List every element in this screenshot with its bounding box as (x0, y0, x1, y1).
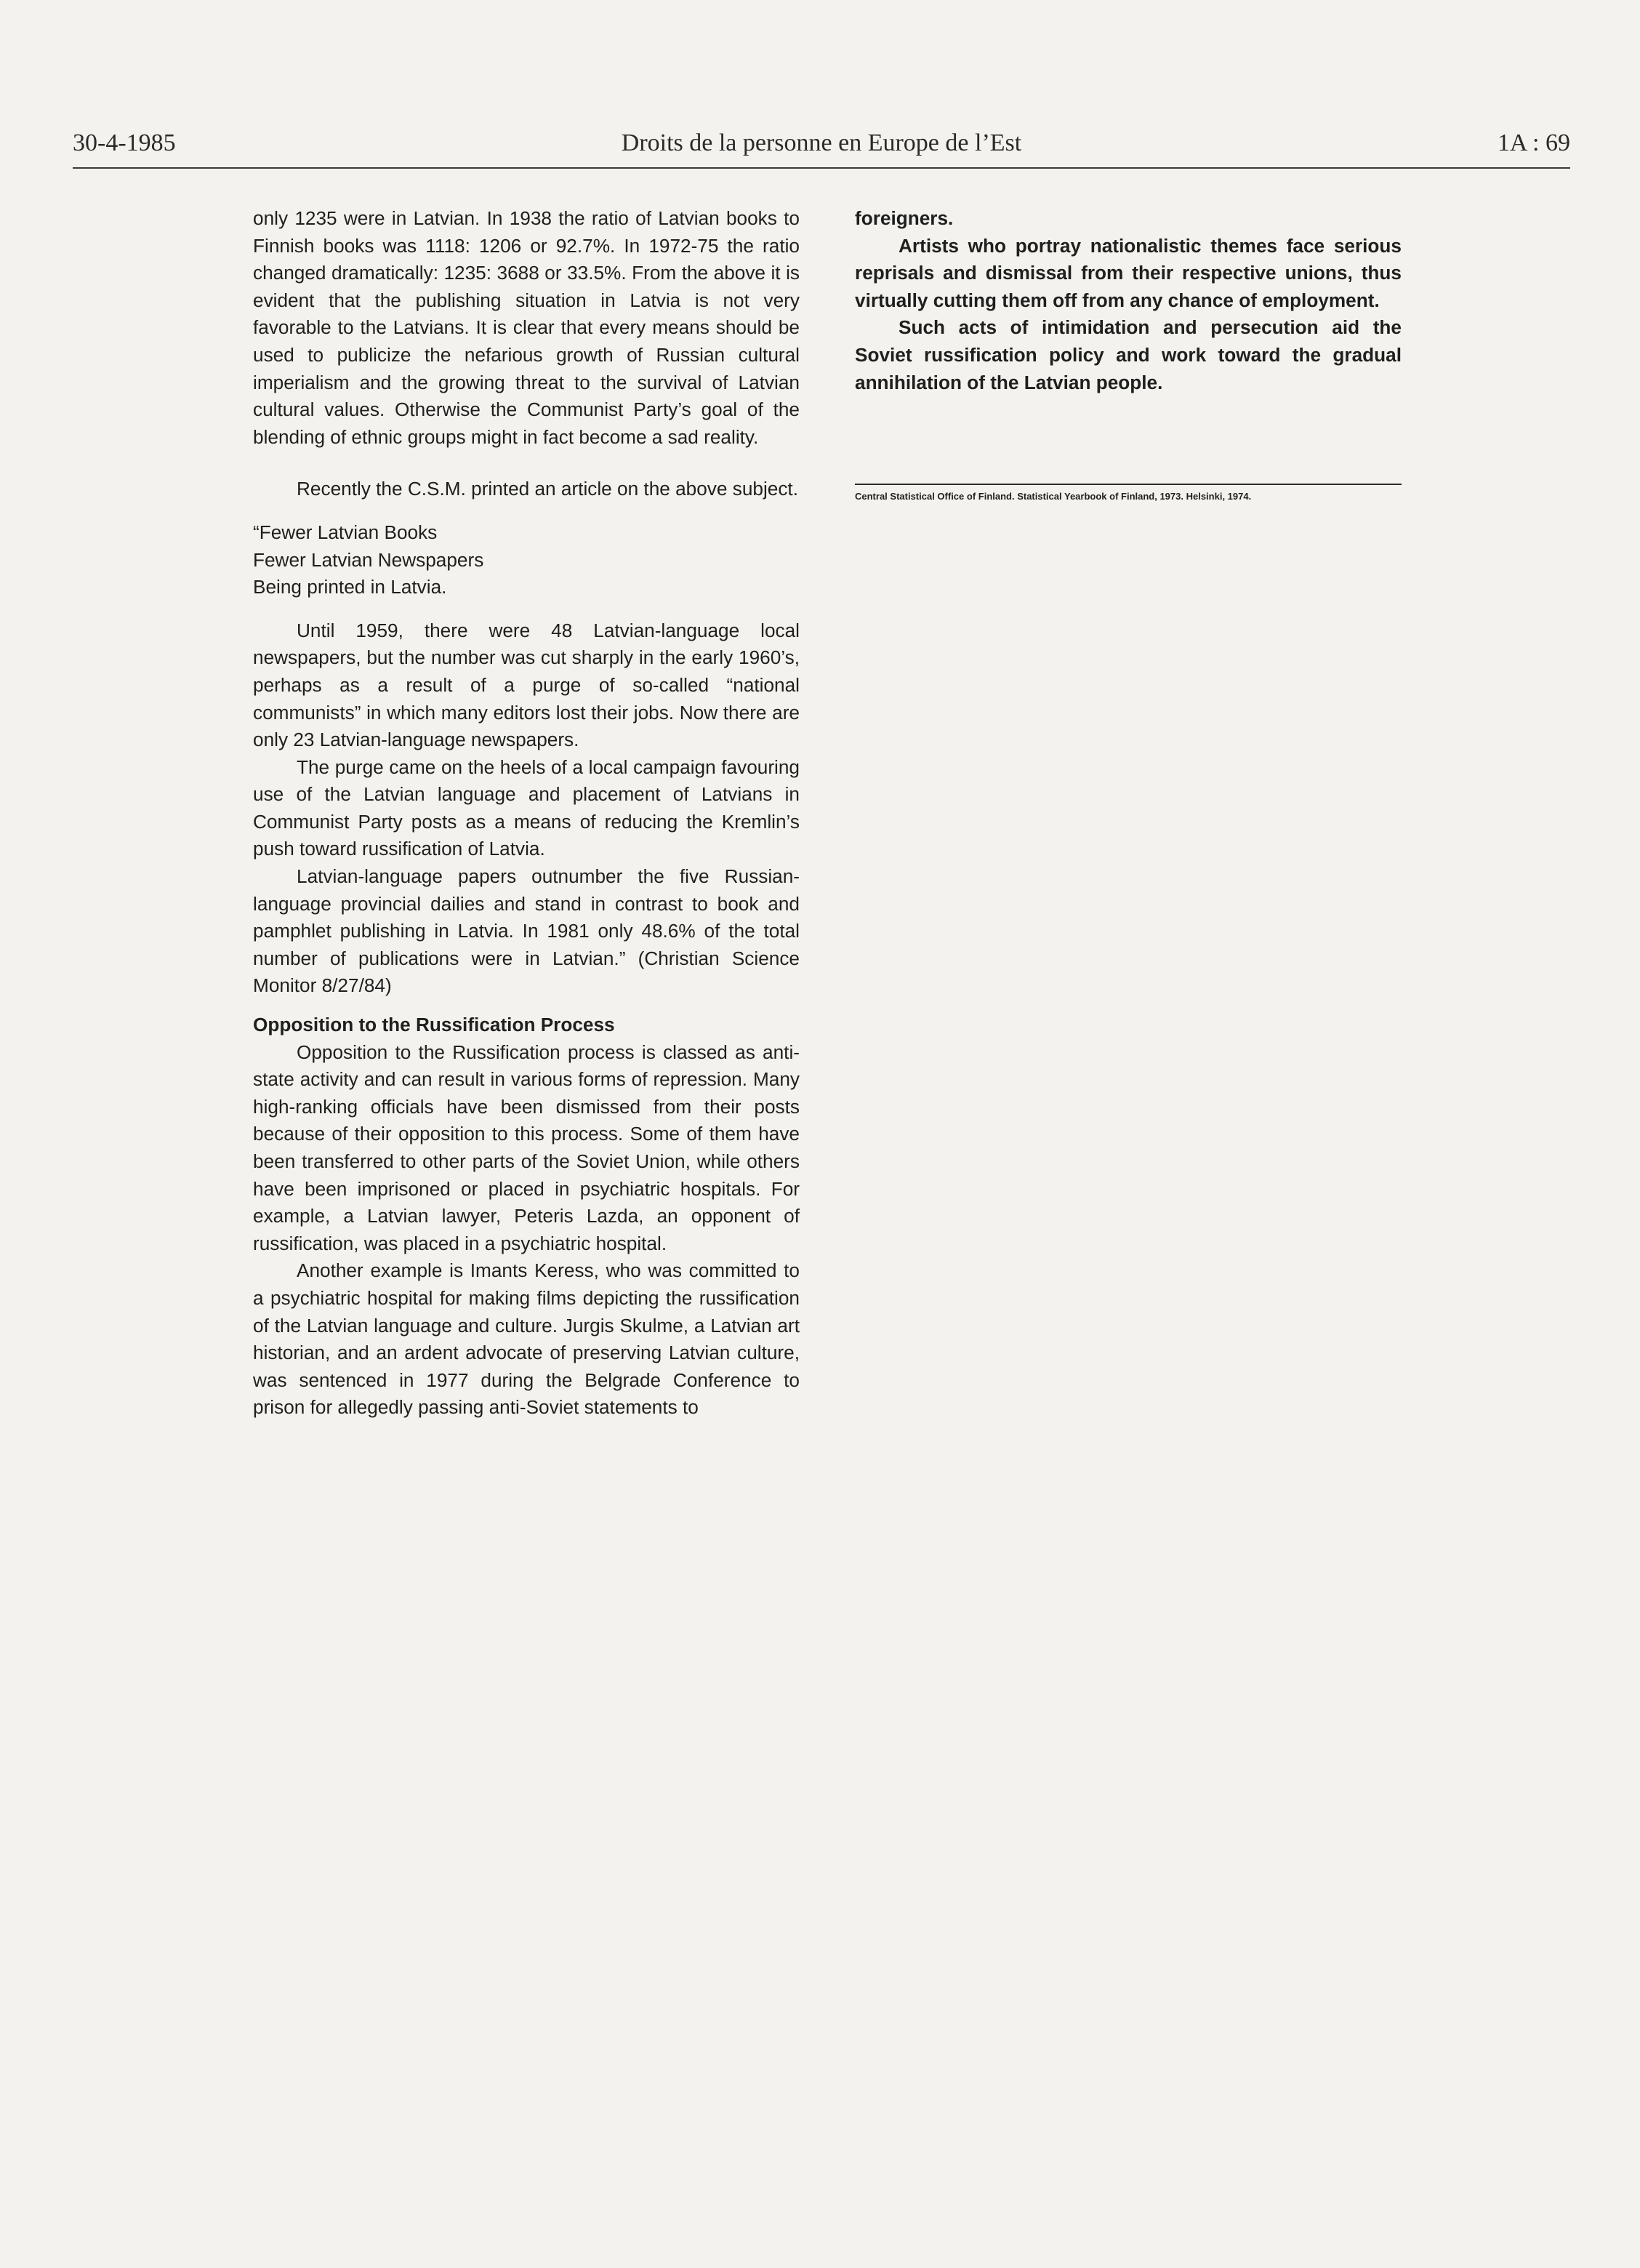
paragraph: foreigners. (855, 207, 954, 229)
footnote-rule (855, 484, 1402, 485)
paragraph: The purge came on the heels of a local campaign favouring use of the Latvian language and placement of Latvians in Communist Party posts as a means of reducing the Kremlin’s push toward russification of Latvia. (253, 756, 800, 860)
header-rule (73, 167, 1570, 169)
header-date: 30-4-1985 (73, 129, 176, 156)
paragraph: Latvian-language papers outnumber the five Russian-language provincial dailies and stand in contrast to book and pamphlet publishing in Latvia. In 1981 only 48.6% of the total number of publications were in Latvian.” (Christian Science Monitor 8/27/84) (253, 865, 800, 997)
quote-line: “Fewer Latvian Books (253, 521, 438, 543)
quote-line: Being printed in Latvia. (253, 576, 447, 598)
paragraph: Another example is Imants Keress, who was committed to a psychiatric hospital for making films depicting the russification of the Latvian language and culture. Jurgis Skulme, a Latvian art historian, and an ardent advocate of preserving Latvian culture, was sentenced in 1977 during the Belgrade Conference to prison for allegedly passing anti-Soviet statements to (253, 1259, 800, 1419)
footnote: Central Statistical Office of Finland. Statistical Yearbook of Finland, 1973. Helsinki, 1974. (855, 491, 1252, 502)
left-column (253, 205, 800, 1422)
section-heading: Opposition to the Russification Process (253, 1014, 615, 1036)
paragraph: Such acts of intimidation and persecution aid the Soviet russification policy and work toward the gradual annihilation of the Latvian people. (855, 316, 1402, 393)
paragraph: Recently the C.S.M. printed an article on the above subject. (297, 478, 798, 500)
header-page-ref: 1A : 69 (1497, 129, 1570, 156)
quote-line: Fewer Latvian Newspapers (253, 548, 484, 571)
paragraph: Until 1959, there were 48 Latvian-language local newspapers, but the number was cut sharply in the early 1960’s, perhaps as a result of a purge of so-called “national communists” in which many editors lost their jobs. Now there are only 23 Latvian-language newspapers. (253, 619, 800, 751)
paragraph: Artists who portray nationalistic themes face serious reprisals and dismissal from their respective unions, thus virtually cutting them off from any chance of employment. (855, 234, 1402, 311)
page-header (73, 129, 1570, 170)
right-column (855, 205, 1402, 504)
paragraph: only 1235 were in Latvian. In 1938 the ratio of Latvian books to Finnish books was 1118: 1206 or 92.7%. In 1972-75 the ratio changed dramatically: 1235: 3688 or 33.5%. From the above it is evident that the publishing situation in Latvia is not very favorable to the Latvians. It is clear that every means should be used to publicize the nefarious growth of Russian cultural imperialism and the growing threat to the survival of Latvian cultural values. Otherwise the Communist Party’s goal of the blending of ethnic groups might in fact become a sad reality. (253, 207, 800, 448)
header-title: Droits de la personne en Europe de l’Est (621, 129, 1022, 156)
paragraph: Opposition to the Russification process is classed as anti-state activity and can result in various forms of repression. Many high-ranking officials have been dismissed from their posts because of their opposition to this process. Some of them have been transferred to other parts of the Soviet Union, while others have been imprisoned or placed in psychiatric hospitals. For example, a Latvian lawyer, Peteris Lazda, an opponent of russification, was placed in a psychiatric hospital. (253, 1041, 800, 1254)
